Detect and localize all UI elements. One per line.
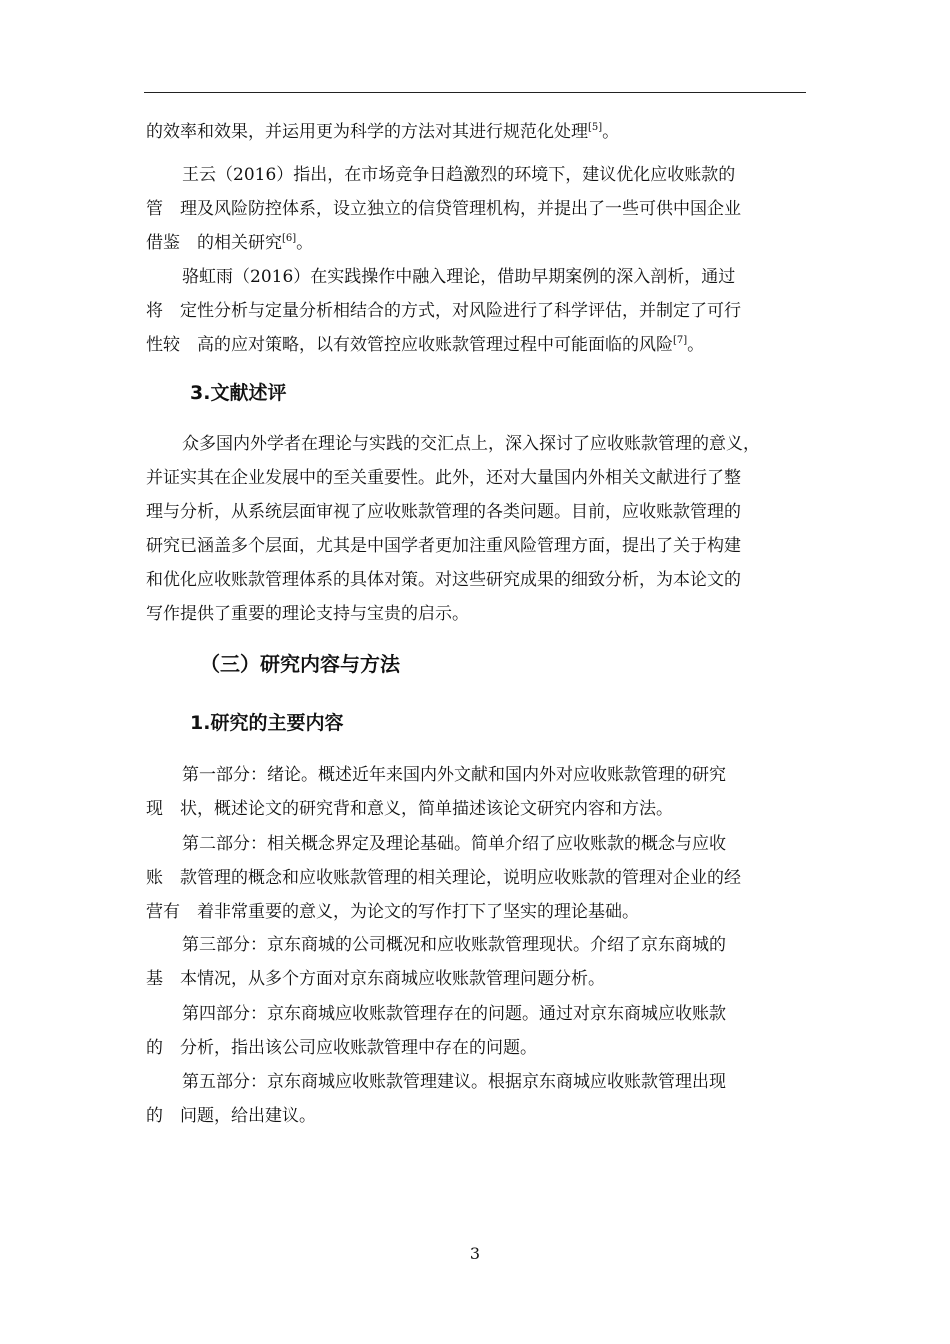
citation-ref: [5] (588, 122, 603, 133)
text-line: 借鉴 的相关研究 (146, 233, 282, 253)
text-line: 营有 着非常重要的意义，为论文的写作打下了坚实的理论基础。 (146, 902, 639, 922)
text-line: 性较 高的应对策略，以有效管控应收账款管理过程中可能面临的风险 (146, 335, 673, 355)
text-line: 第三部分：京东商城的公司概况和应收账款管理现状。介绍了京东商城的 (182, 935, 726, 955)
text-line: 第一部分：绪论。概述近年来国内外文献和国内外对应收账款管理的研究 (182, 765, 726, 785)
paragraph-continuation (146, 115, 808, 149)
heading-research-content-methods: （三）研究内容与方法 (200, 652, 400, 676)
paragraph-luohongyu (146, 260, 808, 362)
text-line: 现 状，概述论文的研究背和意义，简单描述该论文研究内容和方法。 (146, 799, 673, 819)
paragraph-part-five (146, 1065, 808, 1133)
paragraph-part-one (146, 758, 808, 826)
paragraph-wangyun (146, 158, 808, 260)
text-line: 并证实其在企业发展中的至关重要性。此外，还对大量国内外相关文献进行了整 (146, 468, 741, 488)
text-line: 众多国内外学者在理论与实践的交汇点上，深入探讨了应收账款管理的意义， (182, 434, 760, 454)
citation-ref: [6] (282, 233, 297, 244)
text-line: 的 分析，指出该公司应收账款管理中存在的问题。 (146, 1038, 537, 1058)
text-line: 的 问题，给出建议。 (146, 1106, 316, 1126)
text-line: 账 款管理的概念和应收账款管理的相关理论，说明应收账款的管理对企业的经 (146, 868, 741, 888)
text-line: 第四部分：京东商城应收账款管理存在的问题。通过对京东商城应收账款 (182, 1004, 726, 1024)
paragraph-part-two (146, 827, 808, 929)
paragraph-review (146, 427, 808, 631)
text-line: 。 (687, 335, 705, 355)
paragraph-part-four (146, 997, 808, 1065)
text-line: 研究已涵盖多个层面，尤其是中国学者更加注重风险管理方面，提出了关于构建 (146, 536, 741, 556)
text-line: 。 (602, 122, 620, 142)
text-line: 第二部分：相关概念界定及理论基础。简单介绍了应收账款的概念与应收 (182, 834, 726, 854)
text-line: 。 (296, 233, 314, 253)
text-line: 管 理及风险防控体系，设立独立的信贷管理机构，并提出了一些可供中国企业 (146, 199, 741, 219)
page-number: 3 (469, 1244, 481, 1263)
text-line: 写作提供了重要的理论支持与宝贵的启示。 (146, 604, 469, 624)
paragraph-part-three (146, 928, 808, 996)
text-line: 第五部分：京东商城应收账款管理建议。根据京东商城应收账款管理出现 (182, 1072, 726, 1092)
text-line: 骆虹雨（2016）在实践操作中融入理论，借助早期案例的深入剖析，通过 (182, 267, 736, 287)
text-line: 基 本情况，从多个方面对京东商城应收账款管理问题分析。 (146, 969, 605, 989)
text-line: 理与分析，从系统层面审视了应收账款管理的各类问题。目前，应收账款管理的 (146, 502, 741, 522)
citation-ref: [7] (673, 335, 688, 346)
text-line: 和优化应收账款管理体系的具体对策。对这些研究成果的细致分析，为本论文的 (146, 570, 741, 590)
text-line: 的效率和效果，并运用更为科学的方法对其进行规范化处理 (146, 122, 588, 142)
heading-main-content: 1.研究的主要内容 (190, 712, 344, 734)
text-line: 将 定性分析与定量分析相结合的方式，对风险进行了科学评估，并制定了可行 (146, 301, 741, 321)
heading-literature-review: 3.文献述评 (190, 382, 287, 404)
text-line: 王云（2016）指出，在市场竞争日趋激烈的环境下，建议优化应收账款的 (182, 165, 736, 185)
header-rule (144, 92, 806, 93)
